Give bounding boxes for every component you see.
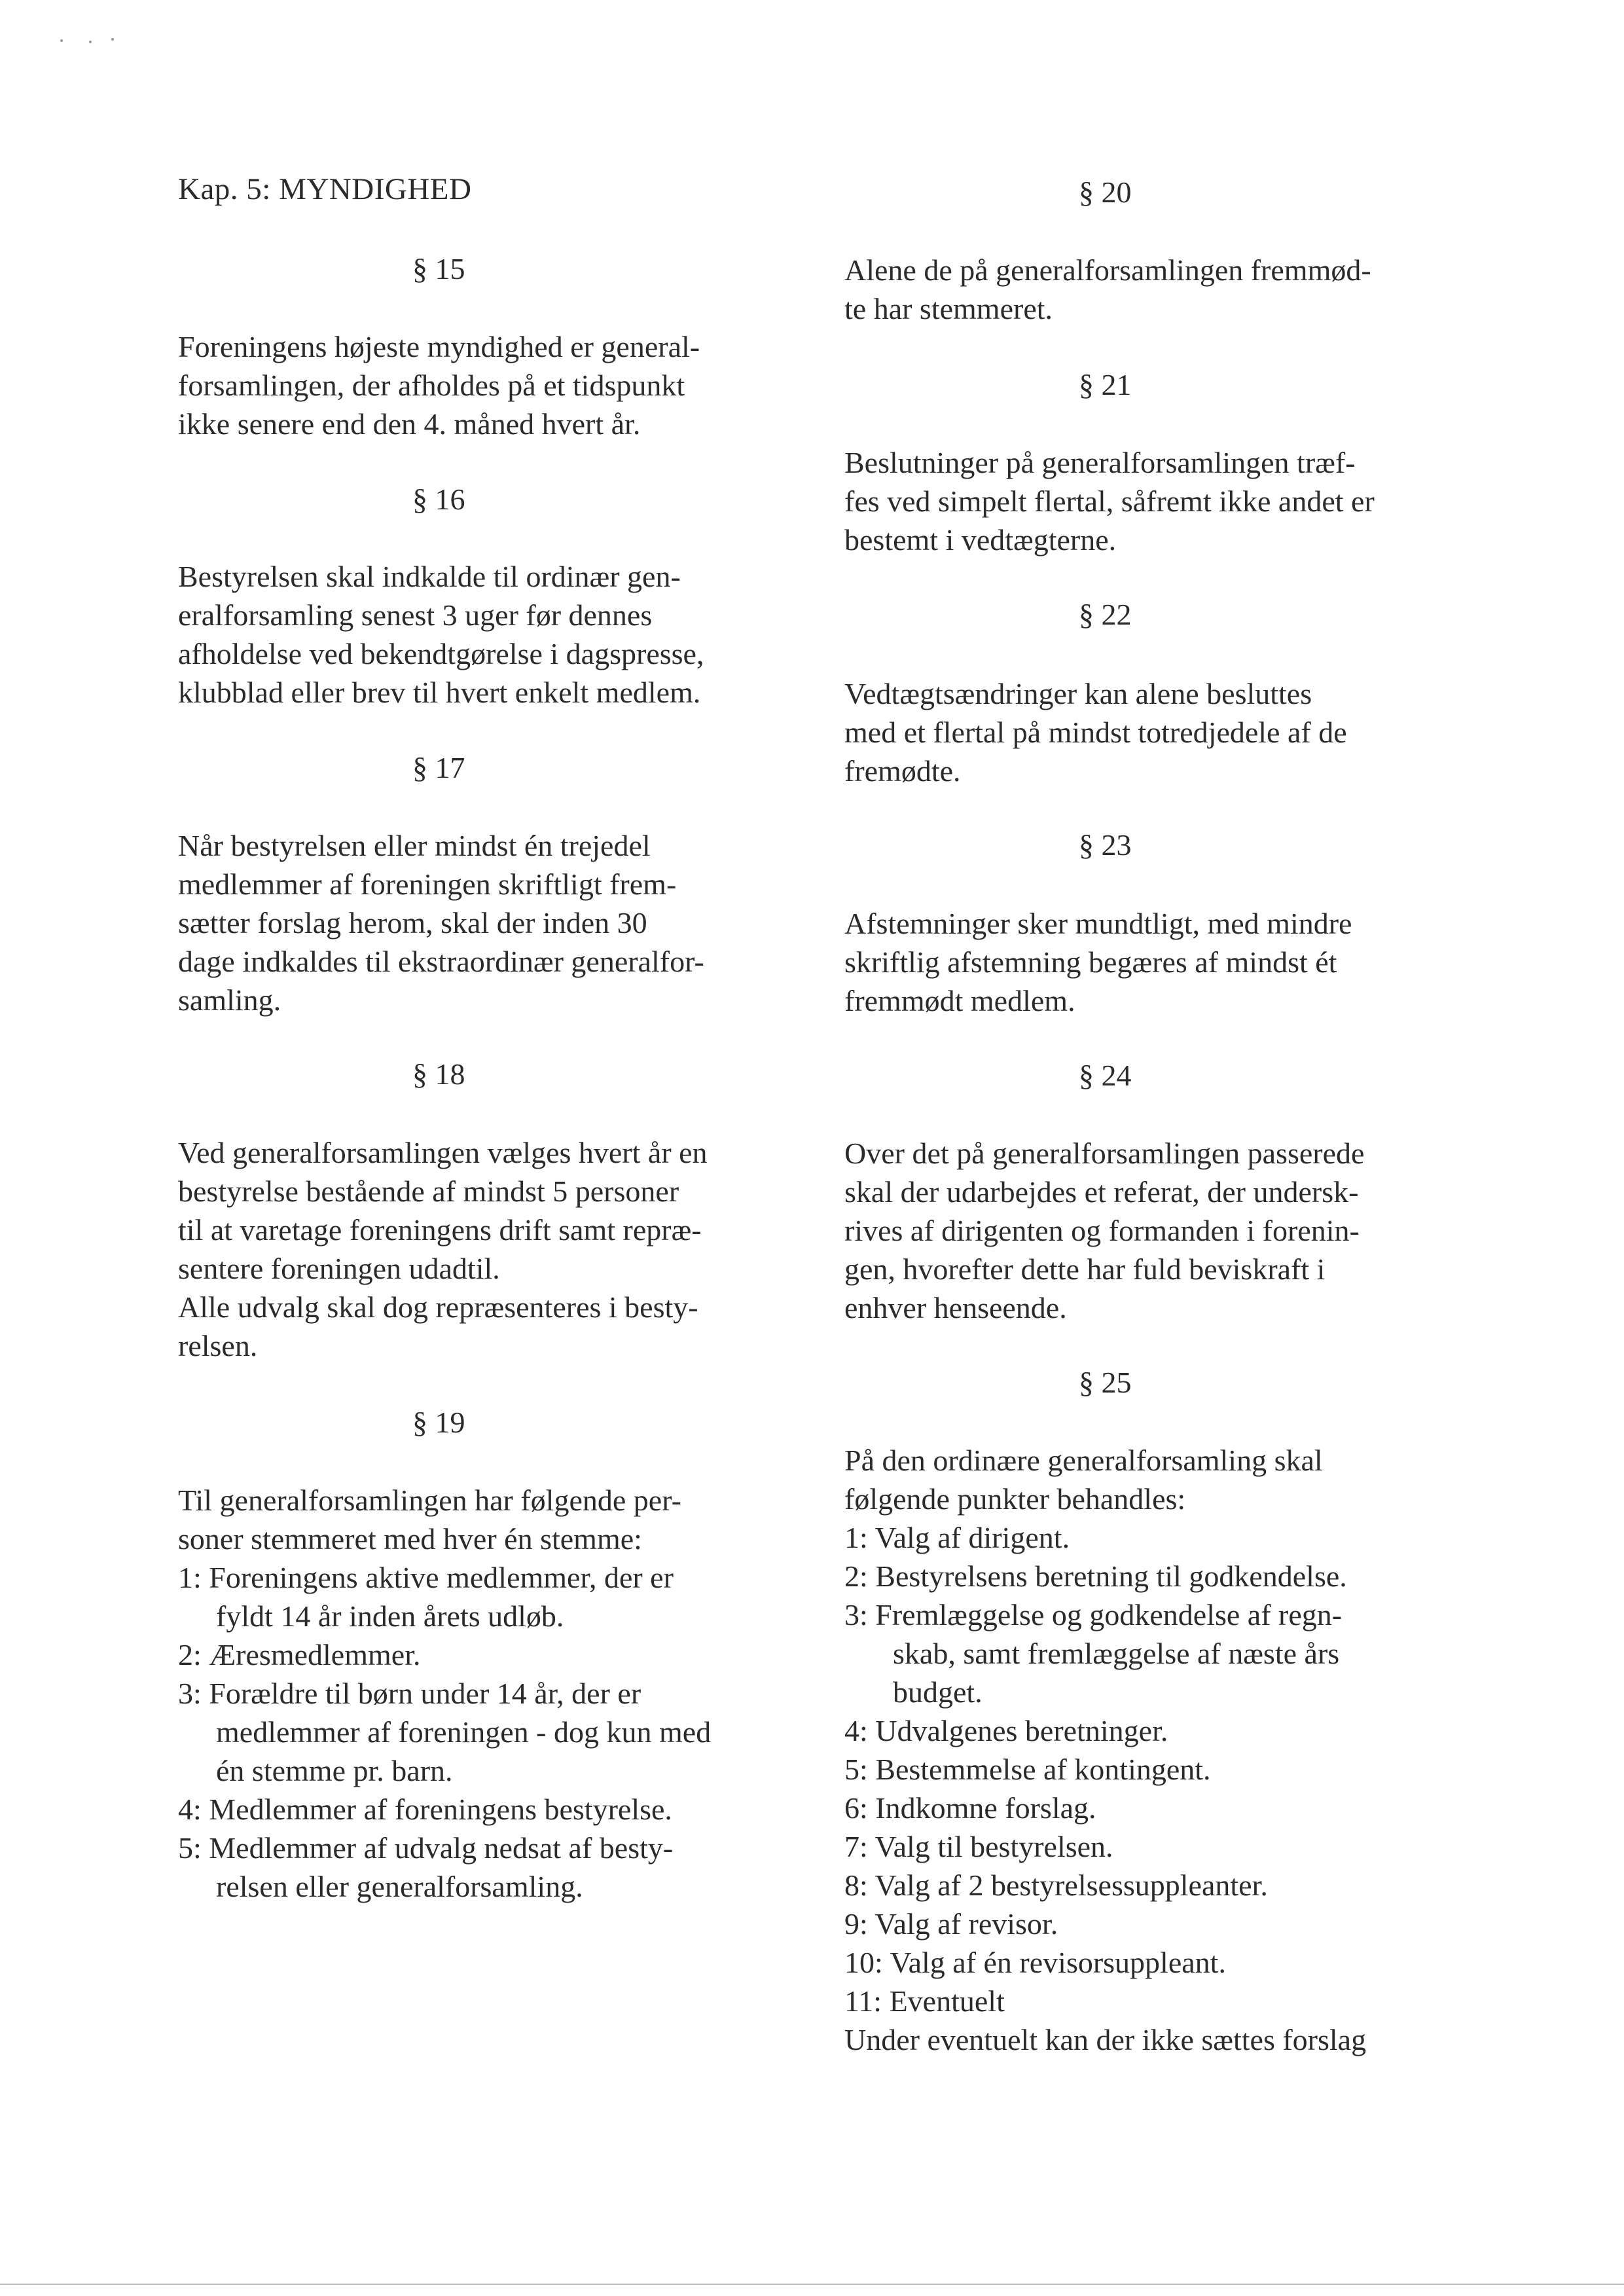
scan-speck — [60, 39, 63, 42]
section-heading-22: § 22 — [1079, 598, 1132, 631]
list-number: 5: — [844, 1753, 868, 1786]
text-line: rives af dirigenten og formanden i forenin- — [844, 1214, 1360, 1247]
list-item — [178, 1674, 767, 1713]
list-text: Medlemmer af udvalg nedsat af besty- — [209, 1831, 674, 1865]
list-text: Valg til bestyrelsen. — [875, 1830, 1113, 1863]
text-line: klubblad eller brev til hvert enkelt medlem. — [178, 676, 701, 709]
list-item — [844, 1866, 1434, 1904]
text-line: Afstemninger sker mundtligt, med mindre — [844, 907, 1352, 940]
section-16-text — [178, 557, 767, 712]
closing-line: Under eventuelt kan der ikke sættes forslag — [844, 2023, 1367, 2056]
text-line: med et flertal på mindst totredjedele af de — [844, 716, 1347, 749]
section-19-text — [178, 1481, 767, 1906]
text-line: samling. — [178, 983, 281, 1017]
list-item — [844, 1711, 1434, 1750]
list-continuation: skab, samt fremlæggelse af næste års — [893, 1637, 1340, 1670]
list-text: Bestemmelse af kontingent. — [875, 1753, 1211, 1786]
text-line: Vedtægtsændringer kan alene besluttes — [844, 677, 1312, 710]
list-number: 10: — [844, 1946, 883, 1979]
chapter-title: Kap. 5: MYNDIGHED — [178, 172, 472, 206]
text-line: fes ved simpelt flertal, såfremt ikke andet er — [844, 484, 1375, 518]
scan-speck — [111, 38, 114, 41]
text-line: fremmødt medlem. — [844, 984, 1075, 1017]
section-heading-24: § 24 — [1079, 1059, 1132, 1092]
section-24-text — [844, 1134, 1434, 1327]
list-number: 5: — [178, 1831, 202, 1865]
list-text: Forældre til børn under 14 år, der er — [209, 1677, 641, 1710]
section-23-text — [844, 904, 1434, 1020]
text-line: til at varetage foreningens drift samt repræ- — [178, 1213, 702, 1247]
list-text: Fremlæggelse og godkendelse af regn- — [875, 1598, 1343, 1631]
list-item — [844, 1943, 1434, 1982]
text-line: Når bestyrelsen eller mindst én trejedel — [178, 829, 651, 862]
text-line: sætter forslag herom, skal der inden 30 — [178, 906, 647, 939]
text-line: Over det på generalforsamlingen passerede — [844, 1137, 1365, 1170]
list-item — [178, 1790, 767, 1829]
text-line: følgende punkter behandles: — [844, 1482, 1186, 1516]
section-heading-15: § 15 — [412, 252, 465, 285]
list-text: Medlemmer af foreningens bestyrelse. — [209, 1793, 672, 1826]
section-heading-20: § 20 — [1079, 175, 1132, 209]
list-text: Valg af revisor. — [875, 1907, 1058, 1941]
list-text: Eventuelt — [889, 1984, 1005, 2018]
list-item — [844, 1750, 1434, 1789]
list-continuation: én stemme pr. barn. — [216, 1754, 453, 1787]
text-line: fremødte. — [844, 754, 961, 788]
section-21-text — [844, 443, 1434, 559]
section-18-text — [178, 1133, 767, 1365]
list-continuation: relsen eller generalforsamling. — [216, 1870, 583, 1903]
section-heading-25: § 25 — [1079, 1366, 1132, 1399]
list-text: Bestyrelsens beretning til godkendelse. — [875, 1559, 1347, 1593]
list-number: 7: — [844, 1830, 868, 1863]
list-text: Valg af dirigent. — [875, 1521, 1070, 1554]
scan-bottom-edge — [0, 2284, 1624, 2285]
list-text: Indkomne forslag. — [875, 1791, 1096, 1825]
section-15-text — [178, 327, 767, 443]
text-line: relsen. — [178, 1329, 258, 1362]
list-continuation: medlemmer af foreningen - dog kun med — [216, 1715, 712, 1749]
text-line: bestemt i vedtægterne. — [844, 523, 1117, 556]
list-item — [844, 1827, 1434, 1866]
list-number: 1: — [844, 1521, 868, 1554]
text-line: ikke senere end den 4. måned hvert år. — [178, 407, 641, 441]
section-heading-16: § 16 — [412, 483, 465, 516]
list-number: 1: — [178, 1561, 202, 1594]
section-heading-18: § 18 — [412, 1057, 465, 1091]
list-number: 4: — [844, 1714, 868, 1747]
text-line: afholdelse ved bekendtgørelse i dagspresse, — [178, 637, 704, 670]
list-item — [844, 1982, 1434, 2020]
section-22-text — [844, 674, 1434, 790]
list-number: 6: — [844, 1791, 868, 1825]
text-line: gen, hvorefter dette har fuld beviskraft i — [844, 1252, 1326, 1286]
list-item — [178, 1635, 767, 1674]
list-number: 4: — [178, 1793, 202, 1826]
text-line: skriftlig afstemning begæres af mindst ét — [844, 945, 1337, 979]
section-25-text — [844, 1441, 1434, 2059]
section-heading-23: § 23 — [1079, 828, 1132, 862]
text-line: På den ordinære generalforsamling skal — [844, 1444, 1323, 1477]
text-line: Foreningens højeste myndighed er general- — [178, 330, 700, 363]
text-line: skal der udarbejdes et referat, der undersk- — [844, 1175, 1359, 1209]
list-text: Foreningens aktive medlemmer, der er — [209, 1561, 674, 1594]
list-number: 2: — [178, 1638, 202, 1671]
section-heading-21: § 21 — [1079, 368, 1132, 401]
list-text: Æresmedlemmer. — [209, 1638, 421, 1671]
list-item — [844, 1518, 1434, 1557]
list-number: 3: — [178, 1677, 202, 1710]
text-line: enhver henseende. — [844, 1291, 1067, 1324]
text-line: forsamlingen, der afholdes på et tidspunkt — [178, 369, 685, 402]
list-continuation: budget. — [893, 1675, 983, 1709]
list-number: 2: — [844, 1559, 868, 1593]
section-20-text — [844, 251, 1434, 328]
text-line: dage indkaldes til ekstraordinær generalfor- — [178, 945, 704, 978]
list-item — [844, 1595, 1434, 1634]
list-item — [844, 1789, 1434, 1827]
text-line: Ved generalforsamlingen vælges hvert år en — [178, 1136, 708, 1169]
text-line: Alle udvalg skal dog repræsenteres i besty- — [178, 1290, 698, 1324]
text-line: bestyrelse bestående af mindst 5 personer — [178, 1175, 679, 1208]
list-text: Udvalgenes beretninger. — [875, 1714, 1168, 1747]
list-item — [178, 1829, 767, 1867]
text-line: sentere foreningen udadtil. — [178, 1252, 500, 1285]
list-continuation: fyldt 14 år inden årets udløb. — [216, 1599, 564, 1633]
text-line: te har stemmeret. — [844, 292, 1053, 325]
text-line: medlemmer af foreningen skriftligt frem- — [178, 867, 677, 901]
section-heading-19: § 19 — [412, 1406, 465, 1439]
list-number: 9: — [844, 1907, 868, 1941]
list-text: Valg af 2 bestyrelsessuppleanter. — [875, 1868, 1268, 1902]
text-line: Til generalforsamlingen har følgende per- — [178, 1484, 681, 1517]
text-line: eralforsamling senest 3 uger før dennes — [178, 598, 653, 632]
text-line: Bestyrelsen skal indkalde til ordinær gen- — [178, 560, 681, 593]
list-number: 11: — [844, 1984, 882, 2018]
list-item — [844, 1904, 1434, 1943]
list-number: 8: — [844, 1868, 868, 1902]
text-line: Alene de på generalforsamlingen fremmød- — [844, 253, 1371, 287]
section-17-text — [178, 826, 767, 1019]
text-line: Beslutninger på generalforsamlingen træf- — [844, 446, 1356, 479]
list-item — [844, 1557, 1434, 1595]
list-text: Valg af én revisorsuppleant. — [890, 1946, 1226, 1979]
section-heading-17: § 17 — [412, 751, 465, 784]
text-line: soner stemmeret med hver én stemme: — [178, 1522, 642, 1556]
scan-speck — [89, 41, 92, 43]
list-item — [178, 1558, 767, 1597]
list-number: 3: — [844, 1598, 868, 1631]
